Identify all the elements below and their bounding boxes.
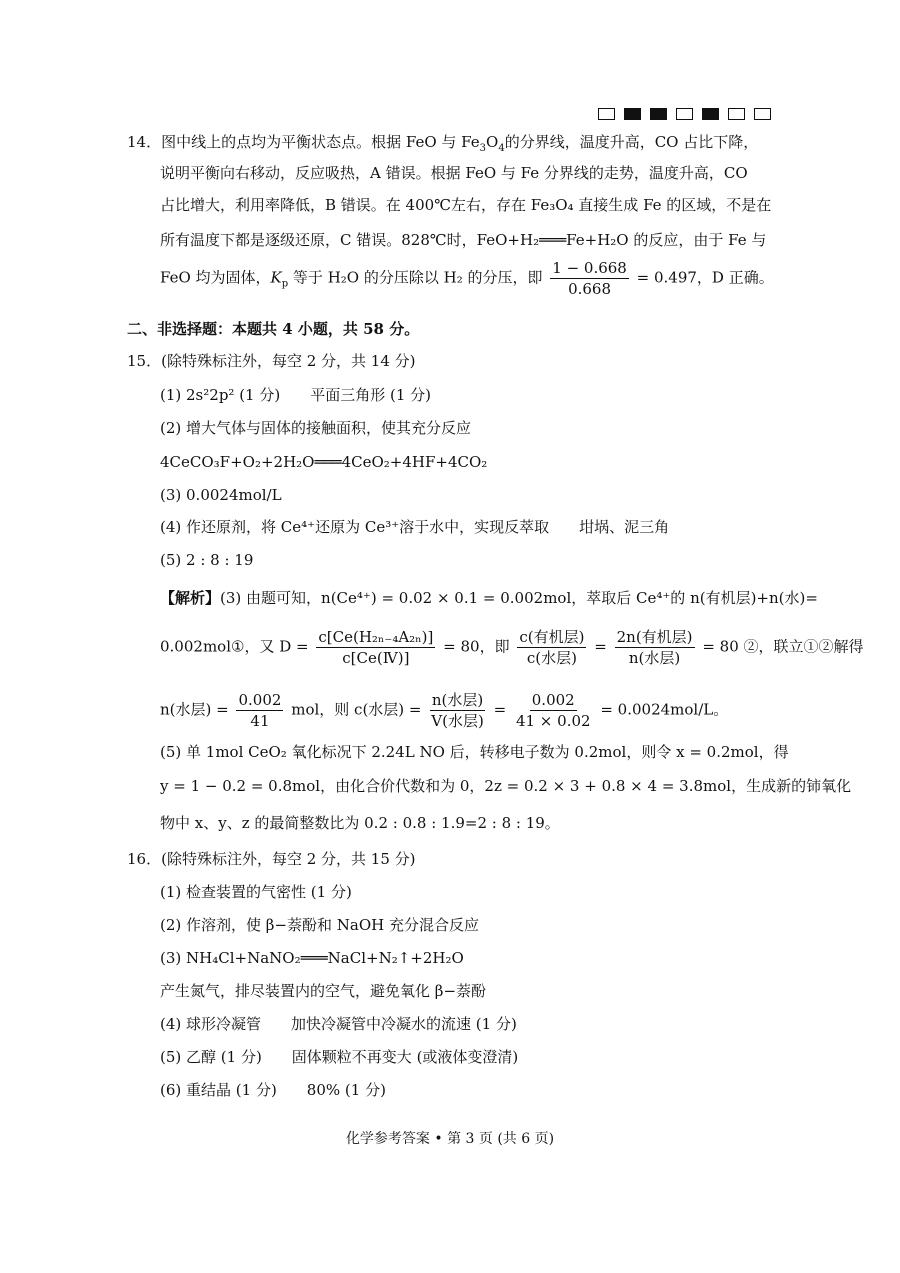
- q15-analysis-line-6: 物中 x、y、z 的最简整数比为 0.2 : 0.8 : 1.9=2 : 8 : 19。: [160, 814, 560, 832]
- q16-answer-2: (2) 作溶剂，使 β−萘酚和 NaOH 充分混合反应: [160, 916, 480, 934]
- q15-analysis-line-4: (5) 单 1mol CeO₂ 氧化标况下 2.24L NO 后，转移电子数为 0.2mol，则令 x = 0.2mol，得: [160, 743, 789, 761]
- page-mark-3: [650, 108, 667, 120]
- q14-line-1: 14．图中线上的点均为平衡状态点。根据 FeO 与 $Fe_3O_4$的分界线，温度升高，CO 占比下降，: [127, 133, 759, 154]
- q15-fraction-value: $\frac{0.002}{41 \times 0.02}$: [515, 691, 591, 730]
- q14-fraction: $\frac{1 - 0.668}{0.668}$: [552, 259, 627, 298]
- section-2-heading: 二、非选择题：本题共 4 小题，共 58 分。: [127, 320, 420, 338]
- q16-answer-3-note: 产生氮气，排尽装置内的空气，避免氧化 β−萘酚: [160, 982, 487, 1000]
- q15-fraction-D: $\frac{\text{c[Ce(H₂ₙ₋₄A₂ₙ)]}}{\text{c[Ce(Ⅳ)]}}$: [318, 628, 434, 667]
- q16-answer-6: (6) 重结晶 (1 分) 80% (1 分): [160, 1081, 386, 1099]
- page-index-marks: [598, 108, 771, 120]
- q14-line-4: 所有温度下都是逐级还原，C 错误。828℃时，FeO+H₂═══Fe+H₂O 的反应，由于 Fe 与: [160, 231, 767, 249]
- page-mark-4: [676, 108, 693, 120]
- q15-analysis-line-2: 0.002mol①，又 D = $\frac{\text{c[Ce(H₂ₙ₋₄A₂ₙ)]}}{\text{c[Ce(Ⅳ)]}}$ = 80，即 $\frac{\text{c(有机层)}}{\text{c(水层)}}$ = $\frac{\text{2n(有机层)}}{\text{n(水层)}}$ = 80 ②，联立①②解得: [160, 628, 864, 667]
- q15-answer-2: (2) 增大气体与固体的接触面积，使其充分反应: [160, 419, 472, 437]
- q16-answer-3: (3) NH₄Cl+NaNO₂═══NaCl+N₂↑+2H₂O: [160, 949, 464, 967]
- page-mark-2: [624, 108, 641, 120]
- q15-fraction-n-ratio: $\frac{\text{2n(有机层)}}{\text{n(水层)}}$: [616, 628, 693, 667]
- q15-answer-2-equation: 4CeCO₃F+O₂+2H₂O═══4CeO₂+4HF+4CO₂: [160, 453, 488, 471]
- page-mark-6: [728, 108, 745, 120]
- q14-line-2: 说明平衡向右移动，反应吸热，A 错误。根据 FeO 与 Fe 分界线的走势，温度升高，CO: [160, 164, 748, 182]
- q15-analysis-line-1: 【解析】(3) 由题可知，n(Ce⁴⁺) = 0.02 × 0.1 = 0.002mol，萃取后 Ce⁴⁺的 n(有机层)+n(水)=: [160, 589, 818, 607]
- page-mark-7: [754, 108, 771, 120]
- q16-heading: 16．(除特殊标注外，每空 2 分，共 15 分): [127, 850, 416, 868]
- q15-answer-1: (1) 2s²2p² (1 分) 平面三角形 (1 分): [160, 386, 431, 404]
- q15-answer-4: (4) 作还原剂，将 Ce⁴⁺还原为 Ce³⁺溶于水中，实现反萃取 坩埚、泥三角: [160, 518, 670, 536]
- q15-answer-3: (3) 0.0024mol/L: [160, 486, 282, 504]
- q14-line-5: FeO 均为固体，$K_p$ 等于 H₂O 的分压除以 H₂ 的分压，即 $\frac{1 - 0.668}{0.668}$ = 0.497，D 正确。: [160, 259, 774, 298]
- q15-fraction-c-water: $\frac{\text{n(水层)}}{\text{V(水层)}}$: [431, 691, 484, 730]
- q15-fraction-n-water: $\frac{0.002}{41}$: [238, 691, 282, 730]
- page-mark-5: [702, 108, 719, 120]
- q15-fraction-c-ratio: $\frac{\text{c(有机层)}}{\text{c(水层)}}$: [519, 628, 585, 667]
- page-footer: 化学参考答案 • 第 3 页 (共 6 页): [345, 1131, 555, 1147]
- q16-answer-1: (1) 检查装置的气密性 (1 分): [160, 883, 352, 901]
- q15-heading: 15．(除特殊标注外，每空 2 分，共 14 分): [127, 352, 416, 370]
- q15-analysis-line-5: y = 1 − 0.2 = 0.8mol，由化合价代数和为 0，2z = 0.2 × 3 + 0.8 × 4 = 3.8mol，生成新的铈氧化: [160, 777, 852, 795]
- q15-analysis-line-3: n(水层) = $\frac{0.002}{41}$ mol，则 c(水层) = $\frac{\text{n(水层)}}{\text{V(水层)}}$ = $\frac{0.002}{41 \times 0.02}$ = 0.0024mol/L。: [160, 691, 729, 730]
- q16-answer-5: (5) 乙醇 (1 分) 固体颗粒不再变大 (或液体变澄清): [160, 1048, 519, 1066]
- page-mark-1: [598, 108, 615, 120]
- q16-answer-4: (4) 球形冷凝管 加快冷凝管中冷凝水的流速 (1 分): [160, 1015, 517, 1033]
- q14-line-3: 占比增大，利用率降低，B 错误。在 400℃左右，存在 Fe₃O₄ 直接生成 Fe 的区域，不是在: [160, 196, 772, 214]
- q15-answer-5: (5) 2 : 8 : 19: [160, 551, 254, 569]
